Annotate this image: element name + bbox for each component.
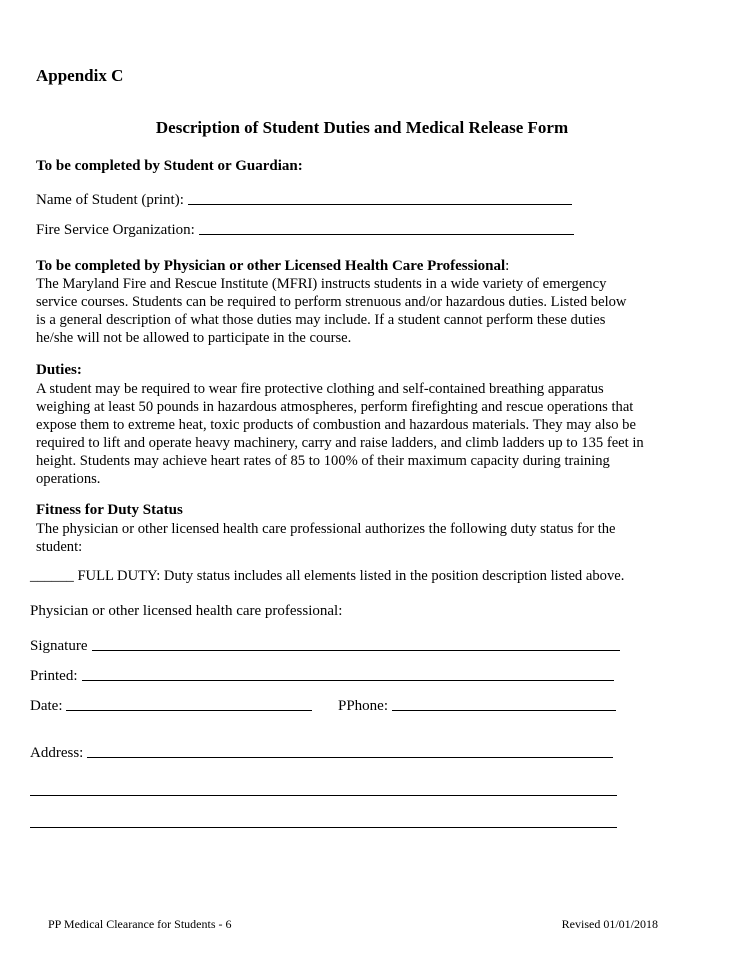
paragraph-line: is a general description of what those duties may include. If a student cannot perform these duties [36, 312, 606, 328]
full-duty-text: FULL DUTY: Duty status includes all elements listed in the position description listed above. [77, 568, 625, 584]
address-line-3[interactable] [30, 827, 617, 828]
full-duty-blank[interactable]: ______ [30, 568, 74, 584]
physician-section-heading [36, 258, 509, 275]
fitness-heading: Fitness for Duty Status [36, 502, 183, 518]
printed-field[interactable] [30, 668, 614, 685]
paragraph-line: he/she will not be allowed to participate in the course. [36, 330, 352, 346]
address-line-2[interactable] [30, 795, 617, 796]
appendix-label: Appendix C [36, 66, 124, 85]
date-line[interactable] [66, 709, 312, 711]
physician-heading-colon: : [505, 258, 510, 274]
footer-right: Revised 01/01/2018 [561, 917, 658, 931]
footer-left: PP Medical Clearance for Students - 6 [48, 917, 232, 931]
phone-field[interactable] [338, 698, 616, 715]
student-name-field[interactable] [36, 192, 572, 209]
paragraph-line: The Maryland Fire and Rescue Institute (MFRI) instructs students in a wide variety of emergency [36, 276, 607, 292]
organization-field[interactable] [36, 222, 574, 239]
student-name-line[interactable] [188, 203, 572, 205]
paragraph-line: service courses. Students can be required to perform strenuous and/or hazardous duties. Listed below [36, 294, 627, 310]
date-label: Date: [30, 698, 63, 714]
duties-line: operations. [36, 471, 101, 487]
date-field[interactable] [30, 698, 312, 715]
duties-line: required to lift and operate heavy machinery, carry and raise ladders, and climb ladders up to 135 feet in [36, 435, 644, 451]
duties-heading: Duties: [36, 362, 82, 378]
organization-label: Fire Service Organization: [36, 222, 195, 238]
address-line[interactable] [87, 756, 613, 758]
duties-line: height. Students may achieve heart rates of 85 to 100% of their maximum capacity during training [36, 453, 610, 469]
address-field[interactable] [30, 745, 613, 762]
fitness-paragraph [36, 520, 696, 556]
phone-label: PPhone: [338, 698, 389, 714]
duties-line: weighing at least 50 pounds in hazardous atmospheres, perform firefighting and rescue operations that [36, 399, 634, 415]
phone-line[interactable] [392, 709, 616, 711]
organization-line[interactable] [199, 233, 574, 235]
printed-line[interactable] [82, 679, 614, 681]
printed-label: Printed: [30, 668, 78, 684]
physician-paragraph [36, 275, 696, 347]
fitness-line: student: [36, 539, 83, 555]
signature-field[interactable] [30, 638, 620, 655]
duties-line: A student may be required to wear fire protective clothing and self-contained breathing apparatus [36, 381, 604, 397]
duties-line: expose them to extreme heat, toxic products of combustion and hazardous materials. They may also be [36, 417, 636, 433]
full-duty-row [30, 568, 624, 585]
fitness-line: The physician or other licensed health care professional authorizes the following duty status for the [36, 521, 616, 537]
signature-line[interactable] [92, 649, 620, 651]
student-section-heading: To be completed by Student or Guardian: [36, 158, 303, 174]
page-title: Description of Student Duties and Medical Release Form [155, 118, 569, 137]
address-label: Address: [30, 745, 84, 761]
student-name-label: Name of Student (print): [36, 192, 184, 208]
duties-paragraph [36, 380, 696, 488]
signature-intro: Physician or other licensed health care professional: [30, 603, 343, 619]
signature-label: Signature [30, 638, 88, 654]
physician-heading-text: To be completed by Physician or other Licensed Health Care Professional [36, 258, 506, 274]
